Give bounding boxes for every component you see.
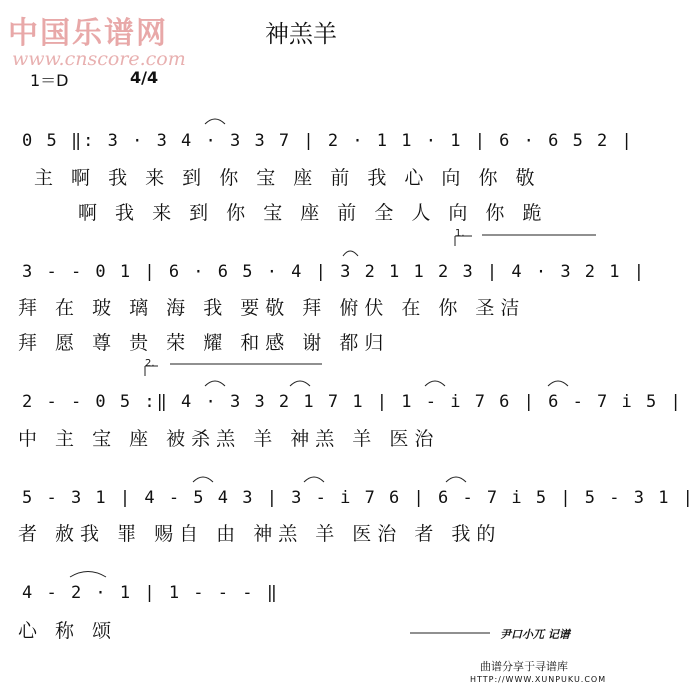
watermark-site-url: www.cnscore.com — [12, 48, 186, 70]
volta-2-label: 2. — [145, 358, 155, 369]
time-signature: 4/4 — [130, 68, 159, 87]
lyric-line-2-verse-1: 拜 在 玻 璃 海 我 要敬 拜 俯伏 在 你 圣洁 — [18, 297, 526, 319]
notation-line-3: 2 - - 0 5 :‖ 4 · 3 3 2 1 7 1 | 1 - i 7 6 | 6 - 7 i 5 | — [22, 392, 683, 412]
footer-url: HTTP://WWW.XUNPUKU.COM — [470, 675, 607, 684]
lyric-line-5: 心 称 颂 — [18, 620, 118, 642]
watermark-site-name: 中国乐谱网 — [8, 16, 168, 51]
volta-1-label: 1. — [455, 228, 465, 239]
lyric-line-4: 者 赦我 罪 赐自 由 神羔 羊 医治 者 我的 — [18, 523, 502, 545]
notation-line-4: 5 - 3 1 | 4 - 5 4 3 | 3 - i 7 6 | 6 - 7 i 5 | 5 - 3 1 | — [22, 488, 695, 508]
key-signature: 1＝D — [30, 71, 69, 90]
lyric-line-1-verse-2: 啊 我 来 到 你 宝 座 前 全 人 向 你 跪 — [78, 202, 548, 224]
lyric-line-3: 中 主 宝 座 被杀羔 羊 神羔 羊 医治 — [18, 428, 440, 450]
song-title: 神羔羊 — [265, 20, 337, 48]
notation-line-1: 0 5 ‖: 3 · 3 4 · 3 3 7 | 2 · 1 1 · 1 | 6 · 6 5 2 | — [22, 131, 634, 151]
notation-line-2: 3 - - 0 1 | 6 · 6 5 · 4 | 3 2 1 1 2 3 | 4 · 3 2 1 | — [22, 262, 646, 282]
lyric-line-1-verse-1: 主 啊 我 来 到 你 宝 座 前 我 心 向 你 敬 — [34, 167, 541, 189]
footer-share-text: 曲谱分享于寻谱库 — [480, 660, 568, 673]
lyric-line-2-verse-2: 拜 愿 尊 贵 荣 耀 和感 谢 都归 — [18, 332, 390, 354]
arranger-credit: 尹口小兀 记谱 — [500, 628, 570, 641]
notation-line-5: 4 - 2 · 1 | 1 - - - ‖ — [22, 583, 279, 603]
